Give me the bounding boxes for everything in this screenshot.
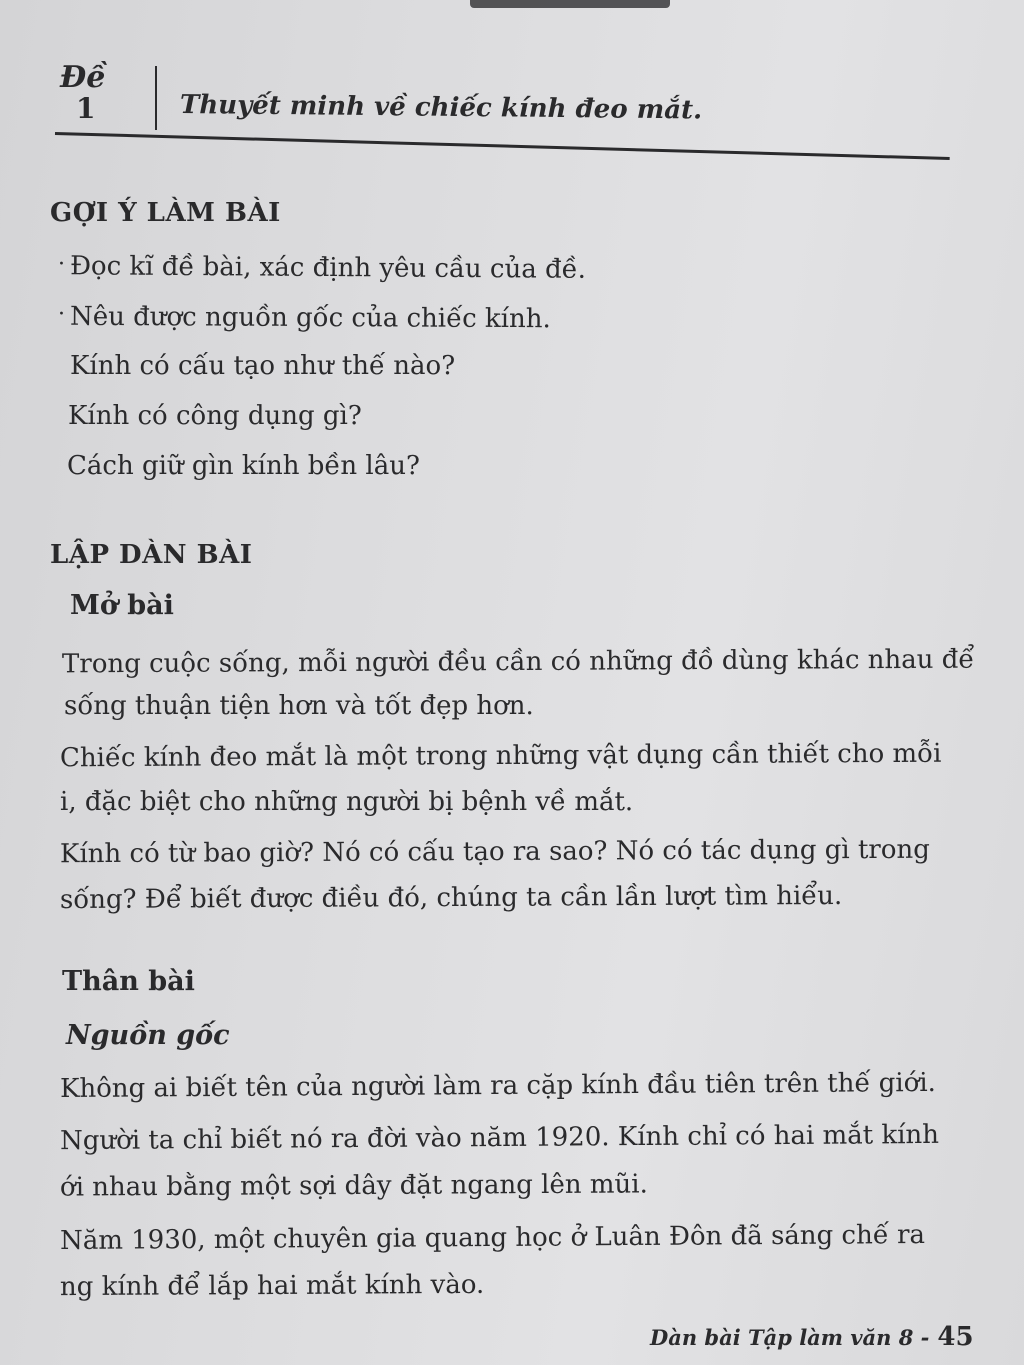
paragraph-line: Chiếc kính đeo mắt là một trong những vật dụng cần thiết cho mỗi [59,738,942,774]
bullet-marker: · [58,252,65,277]
paragraph-line: Không ai biết tên của người làm ra cặp kính đầu tiên trên thế giới. [59,1067,937,1105]
exercise-label: Đề [60,60,106,95]
list-item: Đọc kĩ đề bài, xác định yêu cầu của đề. [69,251,587,285]
subsection-heading-mo-bai: Mở bài [70,590,174,621]
paragraph-line: i, đặc biệt cho những người bị bệnh về mắt. [60,787,634,817]
header-rule [55,132,950,160]
paragraph-line: sống thuận tiện hơn và tốt đẹp hơn. [64,691,534,721]
paragraph-line: ới nhau bằng một sợi dây đặt ngang lên mũi. [59,1169,648,1203]
page-footer [650,1322,974,1352]
paragraph-line: Trong cuộc sống, mỗi người đều cần có những đồ dùng khác nhau để [61,644,975,680]
page-number: 45 [937,1322,974,1352]
section-heading-lap-dan-bai: LẬP DÀN BÀI [50,540,253,570]
subsection-heading-than-bai: Thân bài [62,966,195,997]
list-item: Kính có công dụng gì? [68,401,362,431]
paragraph-line: Kính có từ bao giờ? Nó có cấu tạo ra sao? Nó có tác dụng gì trong [59,834,930,870]
list-item: Nêu được nguồn gốc của chiếc kính. [69,301,551,335]
list-item: Kính có cấu tạo như thế nào? [70,351,456,381]
exercise-number: 1 [76,92,96,125]
subsection-heading-nguon-goc: Nguồn gốc [66,1020,230,1051]
book-title: Dàn bài Tập làm văn 8 - [650,1325,930,1350]
page-edge-smudge [470,0,670,8]
section-heading-goi-y: GỢI Ý LÀM BÀI [50,198,281,228]
paragraph-line: Người ta chỉ biết nó ra đời vào năm 1920. Kính chỉ có hai mắt kính [59,1119,940,1157]
exercise-title: Thuyết minh về chiếc kính đeo mắt. [179,90,703,126]
paragraph-line: Năm 1930, một chuyên gia quang học ở Luân Đôn đã sáng chế ra [59,1219,926,1257]
paragraph-line: sống? Để biết được điều đó, chúng ta cần lần lượt tìm hiểu. [59,880,843,916]
bullet-marker: · [58,302,65,327]
paragraph-line: ng kính để lắp hai mắt kính vào. [59,1269,485,1303]
list-item: Cách giữ gìn kính bền lâu? [67,451,420,481]
header-divider [155,66,157,130]
